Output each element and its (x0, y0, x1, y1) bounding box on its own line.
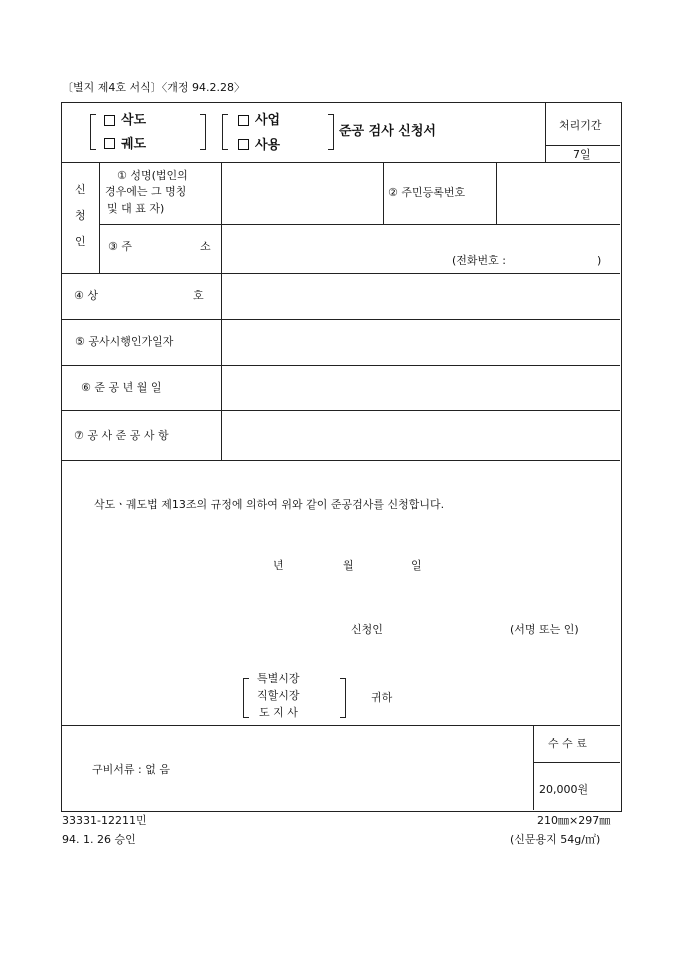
applicant-col-line (99, 162, 100, 273)
contractor-field[interactable] (222, 320, 619, 364)
phone-label: (전화번호 : (452, 254, 506, 267)
name-label-1: ① 성명(법인의 (117, 169, 188, 182)
recipient-3: 도 지 사 (259, 706, 298, 719)
checkbox-samdo[interactable] (104, 115, 115, 126)
fee-line (533, 762, 620, 763)
form-number: 〔별지 제4호 서식〕〈개정 94.2.28〉 (62, 81, 245, 94)
processing-label: 처리기간 (559, 119, 602, 132)
paper-type: (신문용지 54g/㎡) (510, 833, 601, 846)
contractor-label: ⑤ 공사시행인가일자 (75, 335, 174, 348)
bracket-left-1 (90, 114, 96, 150)
option-business: 사업 (255, 113, 281, 128)
phone-close: ) (597, 254, 602, 267)
recipient-1: 특별시장 (257, 672, 300, 685)
checkbox-use[interactable] (238, 139, 249, 150)
honorific: 귀하 (371, 691, 393, 704)
recipient-2: 직할시장 (257, 689, 300, 702)
trade-name-label: ④ 상 (74, 289, 98, 302)
checkbox-gwedo[interactable] (104, 138, 115, 149)
fee-label: 수 수 료 (548, 737, 587, 750)
statement-text: 삭도ㆍ궤도법 제13조의 규정에 의하여 위와 같이 준공검사를 신청합니다. (94, 498, 445, 511)
paper-size: 210㎜×297㎜ (537, 814, 611, 827)
applicant-sign-label: 신청인 (351, 623, 383, 636)
resident-no-label: ② 주민등록번호 (388, 186, 466, 199)
name-label-3: 및 대 표 자) (107, 202, 165, 215)
year-label: 년 (273, 559, 284, 572)
name-label-2: 경우에는 그 명칭 (105, 185, 187, 198)
processing-line (545, 145, 620, 146)
bracket-right-1 (200, 114, 206, 150)
recipient-bracket-right (340, 678, 346, 718)
option-samdo: 삭도 (121, 113, 147, 128)
row-line-7 (61, 460, 620, 461)
checkbox-business[interactable] (238, 115, 249, 126)
row-line-8 (61, 725, 620, 726)
option-use: 사용 (255, 138, 281, 153)
completed-work-label: ⑦ 공 사 준 공 사 항 (74, 429, 169, 442)
processing-value: 7일 (573, 148, 591, 161)
fee-col-line (533, 725, 534, 810)
address-field[interactable] (222, 225, 619, 272)
applicant-label-1: 신 (75, 183, 86, 196)
trade-name-label-end: 호 (193, 289, 204, 302)
resident-no-field[interactable] (497, 163, 619, 223)
address-label: ③ 주 (108, 240, 132, 253)
bracket-right-2 (328, 114, 334, 150)
processing-divider (545, 102, 546, 162)
bracket-left-2 (222, 114, 228, 150)
recipient-bracket-left (243, 678, 249, 718)
applicant-label-2: 청 (75, 209, 86, 222)
applicant-label-3: 인 (75, 235, 86, 248)
resident-col-line-1 (383, 162, 384, 224)
option-gwedo: 궤도 (121, 137, 147, 152)
documents-label: 구비서류 : 없 음 (92, 763, 170, 776)
fee-value: 20,000원 (539, 783, 589, 796)
completion-date-label: ⑥ 준 공 년 월 일 (81, 381, 162, 394)
day-label: 일 (411, 559, 422, 572)
form-title: 준공 검사 신청서 (339, 124, 436, 139)
completed-work-field[interactable] (222, 411, 619, 459)
trade-name-field[interactable] (222, 274, 619, 318)
name-field[interactable] (222, 163, 382, 223)
approval-date: 94. 1. 26 승인 (62, 833, 136, 846)
address-label-end: 소 (200, 240, 211, 253)
form-code: 33331-12211민 (62, 814, 147, 827)
signature-label: (서명 또는 인) (510, 623, 579, 636)
month-label: 월 (343, 559, 354, 572)
completion-date-field[interactable] (222, 366, 619, 409)
